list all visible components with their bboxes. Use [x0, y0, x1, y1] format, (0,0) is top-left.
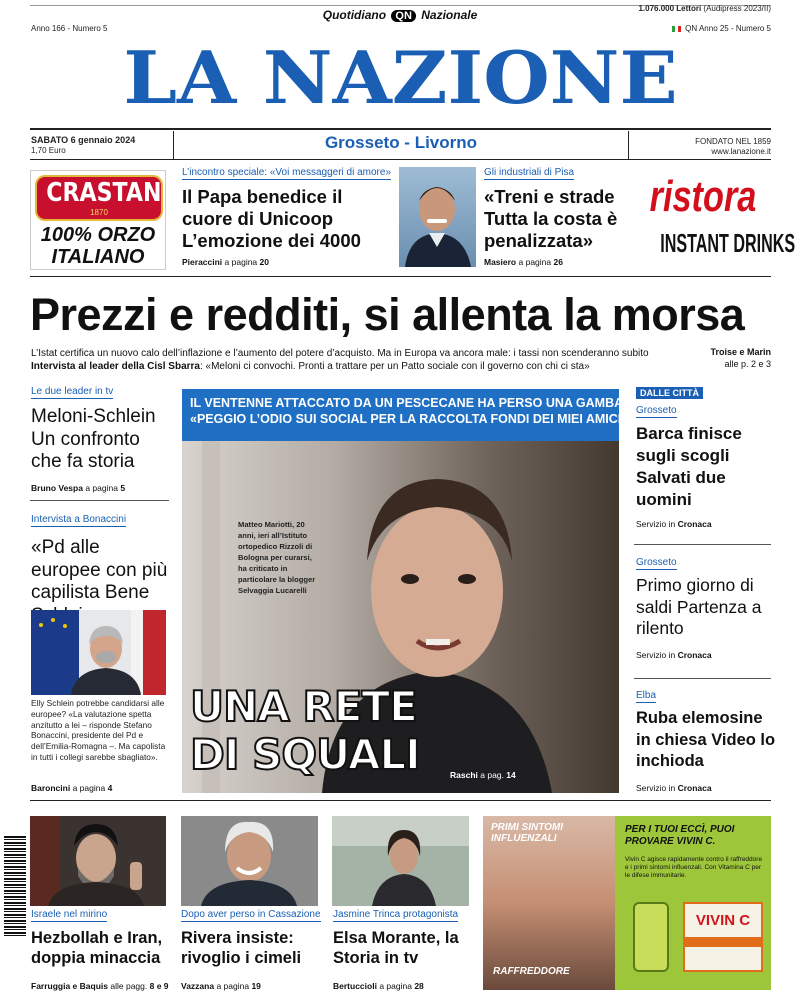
bonaccini-headline[interactable]: «Pd alle europee con più capilista Bene [31, 537, 168, 603]
qn-quotidiano: Quotidiano [322, 8, 387, 22]
main-pages: alle p. 2 e 3 [724, 359, 771, 369]
shark-caption: Matteo Mariotti, 20 anni, ieri all’Istituto ortopedico Rizzoli di Bologna per curarsi, ha criticato in particolare la blogger Selvaggia Lucarelli [238, 520, 316, 595]
crastan-logo [35, 175, 163, 221]
vivin-desc: Vivin C agisce rapidamente contro il raffreddore e i primi sintomi influenzali. Con Vitamina C per le difese immunitarie. [625, 856, 763, 879]
newspaper-title: LA NAZIONE [123, 35, 678, 120]
ristora-tagline: INSTANT DRINKS [660, 228, 796, 258]
city3-kicker[interactable]: Elba [636, 690, 657, 701]
main-sub2-rest: : «Meloni ci convochi. Pronti a trattare per un Patto sociale con il governo con chi ci sta» [199, 361, 590, 372]
italy-flag-icon [672, 26, 681, 32]
shark-banner-line1: IL VENTENNE ATTACCATO DA UN PESCECANE HA PERSO UNA GAMBA [190, 396, 624, 410]
rivera-photo[interactable] [181, 816, 318, 906]
lettori [638, 4, 771, 13]
rivera-byline [181, 981, 261, 991]
bonaccini-byline-page: a pagina [72, 783, 106, 793]
bonaccini-kicker[interactable]: Intervista a Bonaccini [31, 514, 127, 525]
hezbollah-photo[interactable] [30, 816, 166, 906]
bonaccini-byline-num: 4 [107, 783, 113, 793]
anno-right [672, 24, 771, 33]
dalle-citta-label: DALLE CITTÀ [636, 387, 703, 399]
website: www.lanazione.it [711, 147, 771, 156]
price: 1,70 Euro [31, 146, 66, 155]
main-authors: Troise e Marin [710, 347, 771, 357]
city3-byline [636, 783, 712, 793]
crastan-ad[interactable] [30, 170, 166, 270]
trinca-byline-num: 28 [414, 981, 424, 991]
shark-byline [450, 770, 516, 780]
papa-byline [182, 257, 269, 267]
date: SABATO 6 gennaio 2024 [31, 135, 136, 145]
meloni-byline-author: Bruno Vespa [31, 483, 83, 493]
main-sub2 [31, 360, 711, 373]
rivera-byline-page: a pagina [216, 981, 250, 991]
portrait-icon [181, 816, 318, 906]
edition: Grosseto - Livorno [324, 133, 478, 152]
city1-byline [636, 519, 712, 529]
portrait-icon [30, 816, 166, 906]
shark-byline-author: Raschi [450, 770, 478, 780]
city2-headline[interactable]: Primo giorno di saldi Partenza a rilento [636, 575, 762, 638]
papa-byline-num: 20 [259, 257, 270, 267]
shark-banner[interactable] [182, 389, 629, 441]
masthead [0, 0, 801, 130]
portrait-icon [31, 610, 166, 695]
city1-service: Servizio in [636, 519, 676, 529]
papa-kicker[interactable]: L’incontro speciale: «Voi messaggeri di amore» [182, 167, 392, 178]
vivin-box [683, 902, 763, 972]
fondato: FONDATO NEL 1859 [695, 137, 771, 146]
main-sub2-bold: Intervista al leader della Cisl Sbarra [31, 361, 200, 372]
papa-byline-author: Pieraccini [182, 257, 223, 267]
pisa-byline-author: Masiero [484, 257, 517, 267]
meloni-byline [31, 483, 125, 493]
papa-byline-page: a pagina [224, 257, 258, 267]
crastan-tag1: 100% ORZO [40, 224, 156, 246]
shark-big1: UNA RETE [190, 682, 417, 731]
hezbollah-kicker[interactable]: Israele nel mirino [31, 909, 108, 920]
vivin-raffreddore: RAFFREDDORE [493, 966, 570, 977]
rivera-headline[interactable]: Rivera insiste: rivoglio i cimeli [181, 929, 302, 967]
vivin-box-brand: VIVIN C [695, 912, 751, 929]
pisa-byline-page: a pagina [518, 257, 552, 267]
shark-photo[interactable] [182, 441, 619, 793]
vivin-box-stripe [685, 937, 761, 947]
qn-nazionale: Nazionale [421, 8, 478, 22]
papa-headline[interactable]: Il Papa benedice il cuore di Unicoop L’emozione dei 4000 [182, 186, 361, 251]
bonaccini-body: Elly Schlein potrebbe candidarsi alle europee? «La valutazione spetta anzitutto a lei – risponde Stefano Bonaccini, presidente del Pd e dell’Emilia-Romagna –. Ma capolista in tutti i collegi sarebbe sbagliato». [31, 698, 166, 762]
hezbollah-byline-page: alle pagg. [110, 981, 148, 991]
vivin-headline: PER I TUOI ECCÌ, PUOI PROVARE VIVIN C. [625, 824, 735, 847]
city1-kicker[interactable]: Grosseto [636, 405, 677, 416]
bonaccini-byline [31, 783, 112, 793]
city1-section: Cronaca [677, 519, 712, 529]
pisa-headline[interactable]: «Treni e strade Tutta la costa è penalizzata» [484, 186, 618, 251]
trinca-photo[interactable] [332, 816, 469, 906]
trinca-kicker[interactable]: Jasmine Trinca protagonista [333, 909, 459, 920]
main-sub1: L’Istat certifica un nuovo calo dell’inflazione e l’aumento del potere d’acquisto. Ma in Europa va ancora male: i tassi non scenderanno subito [31, 348, 649, 359]
industriali-photo[interactable] [399, 167, 476, 267]
city3-service: Servizio in [636, 783, 676, 793]
portrait-icon [332, 816, 469, 906]
lettori-count: 1.076.000 Lettori [638, 4, 702, 13]
shark-byline-num: 14 [506, 770, 516, 780]
hezbollah-byline-author: Farruggia e Baquis [31, 981, 108, 991]
anno-left: Anno 166 - Numero 5 [31, 24, 108, 33]
city2-service: Servizio in [636, 650, 676, 660]
anno-right-text: QN Anno 25 - Numero 5 [685, 24, 771, 33]
trinca-byline-author: Bertuccioli [333, 981, 377, 991]
shark-byline-page: a pag. [480, 770, 504, 780]
hezbollah-byline-num: 8 e 9 [149, 981, 169, 991]
rivera-kicker[interactable]: Dopo aver perso in Cassazione [181, 909, 321, 920]
vivin-ad[interactable] [483, 816, 771, 990]
pisa-kicker[interactable]: Gli industriali di Pisa [484, 167, 575, 178]
trinca-byline [333, 981, 424, 991]
main-headline[interactable]: Prezzi e redditi, si allenta la morsa [30, 289, 745, 340]
trinca-byline-page: a pagina [379, 981, 412, 991]
hezbollah-headline[interactable]: Hezbollah e Iran, doppia minaccia [31, 929, 163, 967]
hezbollah-byline [31, 981, 169, 991]
meloni-kicker[interactable]: Le due leader in tv [31, 386, 114, 397]
bonaccini-byline-author: Baroncini [31, 783, 71, 793]
shark-banner-line2: «PEGGIO L’ODIO SUI SOCIAL PER LA RACCOLTA FONDI DEI MIEI AMICI» [190, 412, 629, 426]
city1-headline[interactable]: Barca finisce sugli scogli Salvati due uomini [636, 424, 742, 509]
rivera-byline-num: 19 [251, 981, 261, 991]
trinca-headline[interactable]: Elsa Morante, la Storia in tv [333, 929, 459, 967]
vivin-primi: PRIMI SINTOMI INFLUENZALI [491, 822, 564, 844]
qn-logo: QN [391, 10, 416, 22]
ristora-ad[interactable] [634, 170, 796, 270]
city2-section: Cronaca [677, 650, 712, 660]
meloni-headline[interactable]: Meloni-Schlein Un confronto che fa storia [31, 406, 156, 472]
pisa-byline [484, 257, 563, 267]
shark-big2: DI SQUALI [190, 730, 420, 779]
city2-byline [636, 650, 712, 660]
meloni-byline-num: 5 [120, 483, 126, 493]
audipress: (Audipress 2023/II) [703, 4, 771, 13]
meloni-byline-page: a pagina [85, 483, 118, 493]
crastan-year: 1870 [90, 208, 108, 217]
pisa-byline-num: 26 [553, 257, 563, 267]
rivera-byline-author: Vazzana [181, 981, 215, 991]
crastan-tag2: ITALIANO [51, 246, 145, 268]
bonaccini-photo[interactable] [31, 610, 166, 695]
city3-headline[interactable]: Ruba elemosine in chiesa Video lo inchioda [636, 709, 776, 770]
ristora-brand: ristora [649, 172, 757, 221]
city2-kicker[interactable]: Grosseto [636, 557, 677, 568]
portrait-icon [399, 167, 476, 267]
city3-section: Cronaca [677, 783, 712, 793]
qn-brand [300, 8, 500, 24]
crastan-brand: CRASTAN [46, 178, 162, 208]
vivin-mascot-icon [633, 902, 669, 972]
barcode [4, 836, 26, 936]
